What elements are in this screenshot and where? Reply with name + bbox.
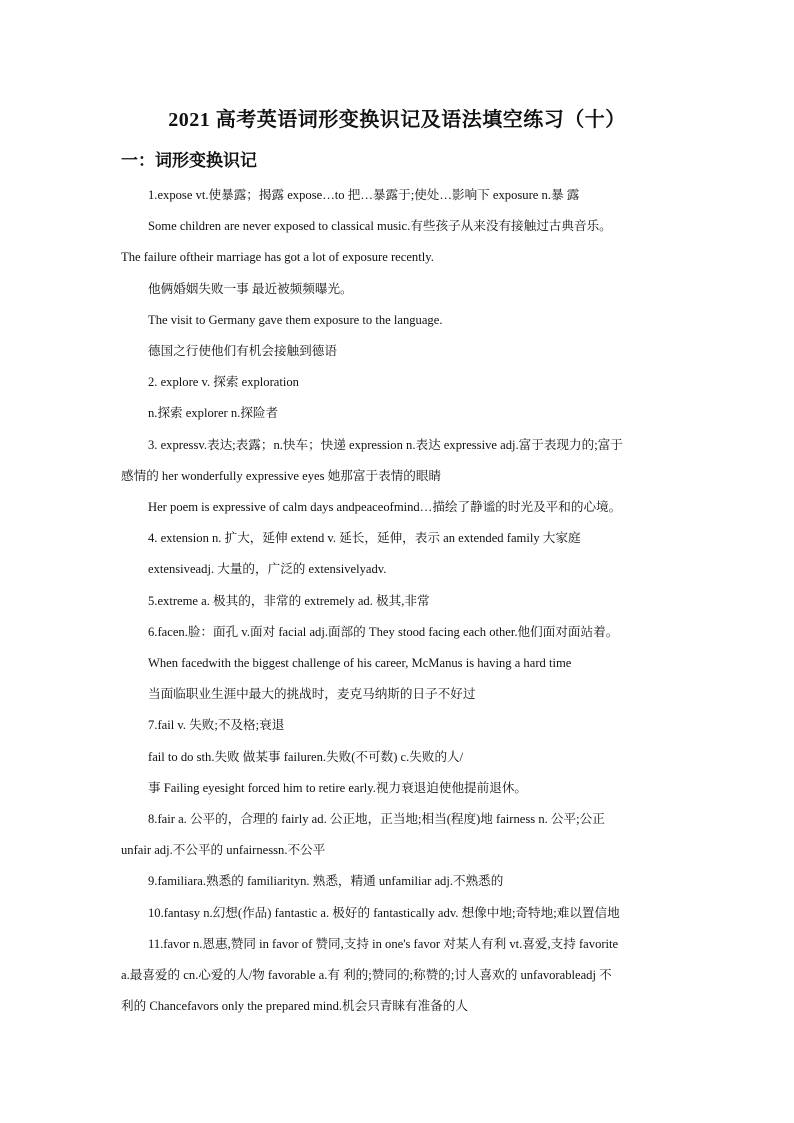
text-line: 德国之行使他们有机会接触到德语 <box>148 344 337 358</box>
text-line: 2. explore v. 探索 exploration <box>148 375 299 389</box>
text-line: 6.facen.脸：面孔 v.面对 facial adj.面部的 They stood facing each other.他们面对面站着。 <box>148 625 619 639</box>
text-line: 感情的 her wonderfully expressive eyes 她那富于表情的眼睛 <box>121 469 442 483</box>
text-line: The failure oftheir marriage has got a lot of exposure recently. <box>121 250 434 264</box>
text-line: n.探索 explorer n.探险者 <box>148 406 279 420</box>
text-line: 5.extreme a. 极其的，非常的 extremely ad. 极其,非常 <box>148 594 430 608</box>
page-title: 2021 高考英语词形变换识记及语法填空练习（十） <box>168 109 626 131</box>
text-line: The visit to Germany gave them exposure to the language. <box>148 313 443 327</box>
section-heading: 一：词形变换识记 <box>121 151 257 170</box>
text-line: When facedwith the biggest challenge of his career, McManus is having a hard time <box>148 656 572 670</box>
text-line: extensiveadj. 大量的，广泛的 extensivelyadv. <box>148 562 387 576</box>
text-line: 事 Failing eyesight forced him to retire early.视力衰退迫使他提前退休。 <box>148 781 528 795</box>
text-line: fail to do sth.失败 做某事 failuren.失败(不可数) c.失败的人/ <box>148 750 464 764</box>
text-line: 他俩婚姻失败一事 最近被频频曝光。 <box>148 282 353 296</box>
text-line: unfair adj.不公平的 unfairnessn.不公平 <box>121 843 326 857</box>
text-line: 4. extension n. 扩大，延伸 extend v. 延长，延伸，表示 an extended family 大家庭 <box>148 531 581 545</box>
text-line: 8.fair a. 公平的，合理的 fairly ad. 公正地，正当地;相当(程度)地 fairness n. 公平;公正 <box>148 812 605 826</box>
text-line: 利的 Chancefavors only the prepared mind.机会只青睐有准备的人 <box>121 999 468 1013</box>
text-line: 1.expose vt.使暴露；揭露 expose…to 把…暴露于;使处…影响下 exposure n.暴 露 <box>148 188 580 202</box>
text-line: Some children are never exposed to classical music.有些孩子从来没有接触过古典音乐。 <box>148 219 612 233</box>
text-line: 7.fail v. 失败;不及格;衰退 <box>148 718 285 732</box>
text-line: Her poem is expressive of calm days andpeaceofmind…描绘了静谧的时光及平和的心境。 <box>148 500 622 514</box>
text-line: 10.fantasy n.幻想(作品) fantastic a. 极好的 fantastically adv. 想像中地;奇特地;难以置信地 <box>148 906 620 920</box>
text-line: 9.familiara.熟悉的 familiarityn. 熟悉，精通 unfamiliar adj.不熟悉的 <box>148 874 504 888</box>
text-line: 当面临职业生涯中最大的挑战时，麦克马纳斯的日子不好过 <box>148 687 476 701</box>
text-line: 11.favor n.恩惠,赞同 in favor of 赞同,支持 in one's favor 对某人有利 vt.喜爱,支持 favorite <box>148 937 619 951</box>
text-line: 3. expressv.表达;表露；n.快车；快递 expression n.表达 expressive adj.富于表现力的;富于 <box>148 438 623 452</box>
text-line: a.最喜爱的 cn.心爱的人/物 favorable a.有 利的;赞同的;称赞的;讨人喜欢的 unfavorableadj 不 <box>121 968 612 982</box>
